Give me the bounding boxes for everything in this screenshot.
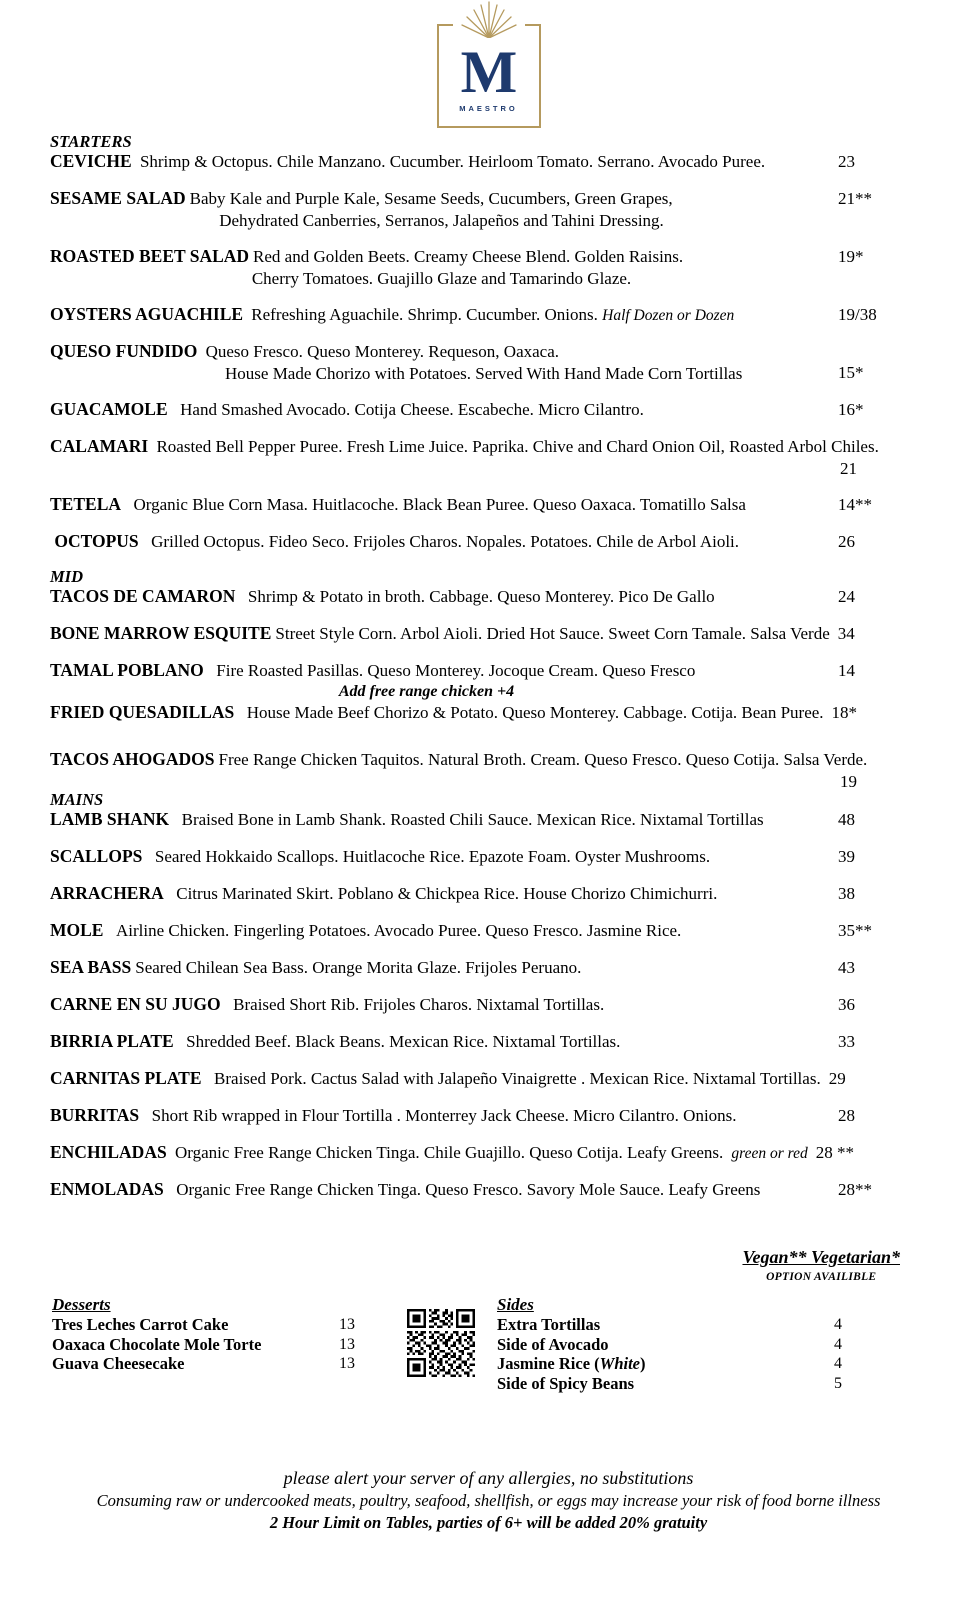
menu-item bbox=[50, 994, 977, 1016]
item-price: 19 bbox=[840, 772, 857, 791]
item-desc: Braised Bone in Lamb Shank. Roasted Chili Sauce. Mexican Rice. Nixtamal Tortillas bbox=[181, 810, 764, 829]
item-desc: Short Rib wrapped in Flour Tortilla . Monterrey Jack Cheese. Micro Cilantro. Onions. bbox=[151, 1106, 737, 1125]
menu-item bbox=[50, 702, 977, 724]
item-name: MOLE bbox=[50, 920, 104, 940]
item-name: ENMOLADAS bbox=[50, 1179, 164, 1199]
item-name: SESAME SALAD bbox=[50, 188, 186, 208]
dessert-name: Guava Cheesecake bbox=[52, 1354, 185, 1373]
side-row bbox=[497, 1335, 857, 1355]
item-name: BIRRIA PLATE bbox=[50, 1031, 174, 1051]
item-name: SEA BASS bbox=[50, 957, 132, 977]
item-desc: Baby Kale and Purple Kale, Sesame Seeds, Cucumbers, Green Grapes, bbox=[189, 189, 673, 208]
item-desc: Airline Chicken. Fingerling Potatoes. Avocado Puree. Queso Fresco. Jasmine Rice. bbox=[115, 921, 682, 940]
item-desc: Citrus Marinated Skirt. Poblano & Chickpea Rice. House Chorizo Chimichurri. bbox=[176, 884, 718, 903]
item-desc: Hand Smashed Avocado. Cotija Cheese. Escabeche. Micro Cilantro. bbox=[180, 400, 644, 419]
item-price: 35** bbox=[838, 921, 872, 940]
menu-item bbox=[50, 883, 977, 905]
item-price: 24 bbox=[838, 587, 855, 606]
item-desc: Organic Free Range Chicken Tinga. Queso Fresco. Savory Mole Sauce. Leafy Greens bbox=[176, 1180, 761, 1199]
side-price: 5 bbox=[834, 1374, 842, 1392]
item-name: TACOS AHOGADOS bbox=[50, 749, 215, 769]
footer-line-policy: 2 Hour Limit on Tables, parties of 6+ will be added 20% gratuity bbox=[269, 1513, 708, 1532]
side-name: Jasmine Rice ( bbox=[497, 1354, 600, 1373]
item-price: 43 bbox=[838, 958, 855, 977]
item-name: CARNE EN SU JUGO bbox=[50, 994, 221, 1014]
dessert-price: 13 bbox=[339, 1316, 355, 1333]
side-price: 4 bbox=[834, 1355, 842, 1372]
item-price: 19/38 bbox=[838, 305, 877, 324]
item-name: BONE MARROW ESQUITE bbox=[50, 623, 272, 643]
item-addon-note: Add free range chicken +4 bbox=[338, 683, 515, 700]
menu-item bbox=[50, 660, 977, 702]
agave-plant-icon bbox=[453, 0, 525, 38]
side-price: 4 bbox=[834, 1335, 842, 1353]
menu-body bbox=[0, 132, 977, 1397]
desserts-column bbox=[52, 1295, 362, 1374]
item-name: OYSTERS AGUACHILE bbox=[50, 304, 244, 324]
item-desc-line2: Cherry Tomatoes. Guajillo Glaze and Tamarindo Glaze. bbox=[251, 269, 632, 288]
sides-heading: Sides bbox=[497, 1295, 534, 1314]
item-name: TAMAL POBLANO bbox=[50, 660, 204, 680]
dessert-price: 13 bbox=[339, 1335, 355, 1353]
item-name: ROASTED BEET SALAD bbox=[50, 246, 250, 266]
section-heading-mid: MID bbox=[50, 567, 84, 586]
item-desc: Braised Short Rib. Frijoles Charos. Nixtamal Tortillas. bbox=[233, 995, 605, 1014]
item-desc: Fire Roasted Pasillas. Queso Monterey. Jocoque Cream. Queso Fresco bbox=[216, 661, 696, 680]
menu-item bbox=[50, 623, 977, 645]
side-name-italic: White bbox=[599, 1354, 640, 1373]
item-name: TETELA bbox=[50, 494, 121, 514]
footer-notes bbox=[0, 1467, 977, 1534]
menu-item bbox=[50, 494, 977, 516]
menu-item bbox=[50, 920, 977, 942]
menu-item bbox=[50, 809, 977, 831]
dessert-price: 13 bbox=[339, 1355, 355, 1372]
item-desc: Grilled Octopus. Fideo Seco. Frijoles Charos. Nopales. Potatoes. Chile de Arbol Aioli. bbox=[151, 532, 740, 551]
item-desc-line2: House Made Chorizo with Potatoes. Served With Hand Made Corn Tortillas bbox=[225, 364, 743, 383]
menu-item bbox=[50, 749, 977, 792]
logo-frame bbox=[437, 24, 541, 128]
dessert-row bbox=[52, 1354, 362, 1374]
qr-code-icon[interactable] bbox=[407, 1309, 475, 1377]
menu-item bbox=[50, 1031, 977, 1053]
item-price: 36 bbox=[838, 995, 855, 1014]
menu-item bbox=[50, 399, 977, 421]
item-price: 48 bbox=[838, 810, 855, 829]
menu-item bbox=[50, 531, 977, 553]
item-name: OCTOPUS bbox=[54, 531, 139, 551]
item-desc: Shredded Beef. Black Beans. Mexican Rice. Nixtamal Tortillas. bbox=[186, 1032, 621, 1051]
item-desc: House Made Beef Chorizo & Potato. Queso Monterey. Cabbage. Cotija. Bean Puree. bbox=[246, 703, 824, 722]
desserts-heading: Desserts bbox=[52, 1295, 111, 1314]
side-row bbox=[497, 1374, 857, 1394]
menu-item bbox=[50, 436, 977, 479]
section-heading-mains: MAINS bbox=[50, 790, 104, 809]
item-price: 18* bbox=[831, 703, 858, 722]
side-name: Side of Spicy Beans bbox=[497, 1373, 635, 1393]
menu-item bbox=[50, 304, 977, 326]
item-name: QUESO FUNDIDO bbox=[50, 341, 198, 361]
item-price: 14 bbox=[838, 661, 855, 680]
diet-legend-line1: Vegan** Vegetarian* bbox=[742, 1247, 900, 1267]
footer-line-allergies: please alert your server of any allergies, no substitutions bbox=[283, 1468, 694, 1488]
item-name: LAMB SHANK bbox=[50, 809, 170, 829]
section-heading-starters: STARTERS bbox=[50, 132, 132, 151]
item-price: 28** bbox=[838, 1180, 872, 1199]
menu-item bbox=[50, 341, 977, 384]
menu-item bbox=[50, 151, 977, 173]
item-desc: Refreshing Aguachile. Shrimp. Cucumber. Onions. bbox=[251, 305, 598, 324]
item-price: 14** bbox=[838, 495, 872, 514]
side-row bbox=[497, 1354, 857, 1374]
item-desc: Organic Free Range Chicken Tinga. Chile Guajillo. Queso Cotija. Leafy Greens. bbox=[174, 1143, 724, 1162]
item-desc: Street Style Corn. Arbol Aioli. Dried Hot Sauce. Sweet Corn Tamale. Salsa Verde bbox=[275, 624, 830, 643]
item-name: ENCHILADAS bbox=[50, 1142, 167, 1162]
item-price: 23 bbox=[838, 152, 855, 171]
item-name: CARNITAS PLATE bbox=[50, 1068, 202, 1088]
item-price: 38 bbox=[838, 884, 855, 903]
item-desc: Queso Fresco. Queso Monterey. Requeson, Oaxaca. bbox=[205, 342, 560, 361]
brand-logo bbox=[0, 0, 977, 128]
item-desc: Shrimp & Potato in broth. Cabbage. Queso Monterey. Pico De Gallo bbox=[247, 587, 715, 606]
dessert-name: Tres Leches Carrot Cake bbox=[52, 1315, 229, 1334]
menu-item bbox=[50, 586, 977, 608]
item-desc-italic: green or red bbox=[731, 1145, 808, 1162]
item-name: GUACAMOLE bbox=[50, 399, 168, 419]
item-name: CALAMARI bbox=[50, 436, 149, 456]
menu-item bbox=[50, 1179, 977, 1201]
side-row bbox=[497, 1315, 857, 1335]
item-desc: Seared Hokkaido Scallops. Huitlacoche Rice. Epazote Foam. Oyster Mushrooms. bbox=[154, 847, 711, 866]
sides-column bbox=[497, 1295, 857, 1393]
item-name: CEVICHE bbox=[50, 151, 132, 171]
menu-item bbox=[50, 957, 977, 979]
item-price: 34 bbox=[837, 624, 855, 643]
side-price: 4 bbox=[834, 1316, 842, 1333]
item-name: BURRITAS bbox=[50, 1105, 140, 1125]
item-name: SCALLOPS bbox=[50, 846, 143, 866]
item-price: 29 bbox=[828, 1069, 846, 1088]
menu-item bbox=[50, 1142, 977, 1164]
item-price: 33 bbox=[838, 1032, 855, 1051]
side-name: Extra Tortillas bbox=[497, 1315, 601, 1334]
item-desc: Organic Blue Corn Masa. Huitlacoche. Black Bean Puree. Queso Oaxaca. Tomatillo Salsa bbox=[133, 495, 746, 514]
item-price: 15* bbox=[838, 363, 864, 382]
item-desc: Braised Pork. Cactus Salad with Jalapeño Vinaigrette . Mexican Rice. Nixtamal Tortillas. bbox=[214, 1069, 821, 1088]
menu-item bbox=[50, 246, 977, 289]
item-desc: Seared Chilean Sea Bass. Orange Morita Glaze. Frijoles Peruano. bbox=[135, 958, 582, 977]
item-price: 21 bbox=[840, 459, 857, 478]
item-price: 16* bbox=[838, 400, 864, 419]
side-name: Side of Avocado bbox=[497, 1334, 609, 1354]
item-desc: Free Range Chicken Taquitos. Natural Broth. Cream. Queso Fresco. Queso Cotija. Salsa Verde. bbox=[218, 750, 868, 769]
menu-item bbox=[50, 846, 977, 868]
item-name: TACOS DE CAMARON bbox=[50, 586, 236, 606]
dessert-row bbox=[52, 1335, 362, 1355]
item-desc: Roasted Bell Pepper Puree. Fresh Lime Juice. Paprika. Chive and Chard Onion Oil, Roasted Arbol Chiles. bbox=[156, 437, 879, 456]
item-desc: Shrimp & Octopus. Chile Manzano. Cucumber. Heirloom Tomato. Serrano. Avocado Puree. bbox=[139, 152, 766, 171]
item-price: 28 bbox=[838, 1106, 855, 1125]
item-name: FRIED QUESADILLAS bbox=[50, 702, 235, 722]
bottom-block bbox=[0, 1247, 977, 1397]
item-desc: Red and Golden Beets. Creamy Cheese Blend. Golden Raisins. bbox=[253, 247, 684, 266]
dessert-name: Oaxaca Chocolate Mole Torte bbox=[52, 1334, 262, 1354]
menu-item bbox=[50, 1068, 977, 1090]
item-name: ARRACHERA bbox=[50, 883, 164, 903]
item-desc-line2: Dehydrated Canberries, Serranos, Jalapeños and Tahini Dressing. bbox=[219, 211, 664, 230]
diet-legend-line2: OPTION AVAILIBLE bbox=[766, 1271, 877, 1283]
item-price: 26 bbox=[838, 532, 855, 551]
logo-monogram: M bbox=[460, 39, 517, 105]
item-price: 19* bbox=[838, 247, 864, 266]
dessert-row bbox=[52, 1315, 362, 1335]
item-desc-italic: Half Dozen or Dozen bbox=[602, 307, 735, 324]
item-price: 28 ** bbox=[815, 1143, 854, 1162]
menu-item bbox=[50, 1105, 977, 1127]
side-name-tail: ) bbox=[640, 1354, 646, 1373]
logo-wordmark: MAESTRO bbox=[459, 104, 518, 113]
menu-item bbox=[50, 188, 977, 231]
item-price: 21** bbox=[838, 189, 872, 208]
diet-legend bbox=[742, 1247, 900, 1283]
footer-line-raw-foods: Consuming raw or undercooked meats, poultry, seafood, shellfish, or eggs may increase your risk of food borne illness bbox=[96, 1491, 881, 1510]
item-price: 39 bbox=[838, 847, 855, 866]
